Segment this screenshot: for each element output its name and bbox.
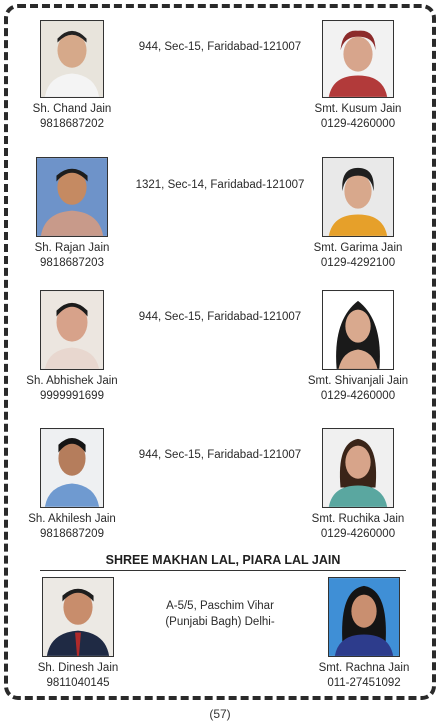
person-photo-icon xyxy=(36,157,108,237)
family-address: 944, Sec-15, Faridabad-121007 xyxy=(138,311,302,323)
husband-name: Sh. Akhilesh Jain xyxy=(28,513,116,525)
person-photo-icon xyxy=(40,428,104,508)
person-photo-icon xyxy=(328,577,400,657)
wife-phone: 011-27451092 xyxy=(327,677,401,689)
person-photo-icon xyxy=(322,157,394,237)
wife-card xyxy=(288,428,428,542)
husband-name: Sh. Dinesh Jain xyxy=(37,662,119,674)
husband-card xyxy=(8,577,148,691)
husband-card xyxy=(2,20,142,132)
wife-name: Smt. Rachna Jain xyxy=(318,662,410,674)
wife-phone: 0129-4260000 xyxy=(320,528,396,540)
person-photo-icon xyxy=(40,290,104,370)
husband-name: Sh. Chand Jain xyxy=(32,103,112,115)
husband-card xyxy=(2,157,142,271)
husband-phone: 9818687209 xyxy=(40,528,104,540)
husband-name: Sh. Abhishek Jain xyxy=(26,375,118,387)
family-address xyxy=(130,598,310,630)
section-heading: SHREE MAKHAN LAL, PIARA LAL JAIN xyxy=(40,553,406,571)
wife-phone: 0129-4260000 xyxy=(320,118,396,130)
wife-name: Smt. Garima Jain xyxy=(313,242,403,254)
family-address: 1321, Sec-14, Faridabad-121007 xyxy=(135,179,305,191)
person-photo-icon xyxy=(42,577,114,657)
wife-phone: 0129-4260000 xyxy=(320,390,396,402)
wife-phone: 0129-4292100 xyxy=(320,257,396,269)
wife-card xyxy=(288,20,428,132)
wife-card xyxy=(288,290,428,404)
person-photo-icon xyxy=(322,20,394,98)
address-line: A-5/5, Paschim Vihar xyxy=(166,600,274,612)
wife-name: Smt. Shivanjali Jain xyxy=(307,375,409,387)
wife-card xyxy=(294,577,434,691)
wife-name: Smt. Kusum Jain xyxy=(314,103,402,115)
husband-phone: 9818687203 xyxy=(40,257,104,269)
address-line: (Punjabi Bagh) Delhi- xyxy=(165,616,275,628)
page-number: (57) xyxy=(209,707,231,721)
husband-phone: 9811040145 xyxy=(46,677,110,689)
husband-phone: 9818687202 xyxy=(40,118,104,130)
wife-name: Smt. Ruchika Jain xyxy=(311,513,405,525)
husband-phone: 9999991699 xyxy=(40,390,104,402)
husband-name: Sh. Rajan Jain xyxy=(34,242,110,254)
person-photo-icon xyxy=(322,428,394,508)
husband-card xyxy=(2,428,142,542)
husband-card xyxy=(2,290,142,404)
wife-card xyxy=(288,157,428,271)
person-photo-icon xyxy=(40,20,104,98)
family-address: 944, Sec-15, Faridabad-121007 xyxy=(138,449,302,461)
person-photo-icon xyxy=(322,290,394,370)
family-address: 944, Sec-15, Faridabad-121007 xyxy=(138,41,302,53)
